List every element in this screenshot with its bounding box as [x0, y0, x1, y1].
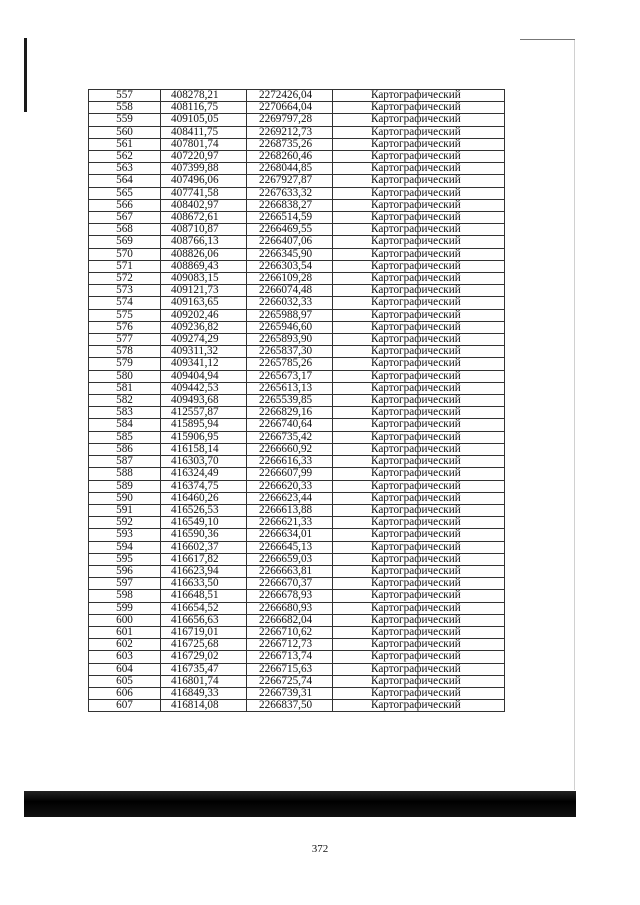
table-row [89, 346, 505, 358]
y-coordinate-cell: 2270664,04 [247, 102, 333, 114]
point-number-cell: 564 [89, 175, 161, 187]
point-number-cell: 573 [89, 285, 161, 297]
y-coordinate-cell: 2266032,33 [247, 297, 333, 309]
point-number-cell: 589 [89, 480, 161, 492]
coordinates-table [88, 89, 505, 712]
x-coordinate-cell: 415895,94 [161, 419, 247, 431]
table-row [89, 126, 505, 138]
y-coordinate-cell: 2266670,37 [247, 578, 333, 590]
x-coordinate-cell: 408869,43 [161, 260, 247, 272]
x-coordinate-cell: 409202,46 [161, 309, 247, 321]
y-coordinate-cell: 2268735,26 [247, 138, 333, 150]
table-row [89, 151, 505, 163]
point-number-cell: 600 [89, 614, 161, 626]
coordinates-table-body [89, 90, 505, 712]
table-row [89, 321, 505, 333]
point-number-cell: 579 [89, 358, 161, 370]
table-row [89, 309, 505, 321]
x-coordinate-cell: 416656,63 [161, 614, 247, 626]
y-coordinate-cell: 2267633,32 [247, 187, 333, 199]
y-coordinate-cell: 2266663,81 [247, 565, 333, 577]
y-coordinate-cell: 2266740,64 [247, 419, 333, 431]
method-cell: Картографический [333, 419, 505, 431]
point-number-cell: 567 [89, 212, 161, 224]
point-number-cell: 601 [89, 626, 161, 638]
x-coordinate-cell: 407496,06 [161, 175, 247, 187]
x-coordinate-cell: 409163,65 [161, 297, 247, 309]
x-coordinate-cell: 409404,94 [161, 370, 247, 382]
y-coordinate-cell: 2265893,90 [247, 334, 333, 346]
point-number-cell: 582 [89, 395, 161, 407]
y-coordinate-cell: 2265613,13 [247, 382, 333, 394]
method-cell: Картографический [333, 187, 505, 199]
y-coordinate-cell: 2267927,87 [247, 175, 333, 187]
table-row [89, 492, 505, 504]
method-cell: Картографический [333, 651, 505, 663]
y-coordinate-cell: 2269212,73 [247, 126, 333, 138]
method-cell: Картографический [333, 236, 505, 248]
table-row [89, 90, 505, 102]
method-cell: Картографический [333, 138, 505, 150]
y-coordinate-cell: 2272426,04 [247, 90, 333, 102]
point-number-cell: 584 [89, 419, 161, 431]
table-row [89, 565, 505, 577]
x-coordinate-cell: 407399,88 [161, 163, 247, 175]
method-cell: Картографический [333, 297, 505, 309]
table-row [89, 529, 505, 541]
y-coordinate-cell: 2266660,92 [247, 443, 333, 455]
table-row [89, 553, 505, 565]
y-coordinate-cell: 2268260,46 [247, 151, 333, 163]
x-coordinate-cell: 408278,21 [161, 90, 247, 102]
table-row [89, 224, 505, 236]
x-coordinate-cell: 409341,12 [161, 358, 247, 370]
point-number-cell: 563 [89, 163, 161, 175]
method-cell: Картографический [333, 224, 505, 236]
y-coordinate-cell: 2266623,44 [247, 492, 333, 504]
method-cell: Картографический [333, 248, 505, 260]
method-cell: Картографический [333, 687, 505, 699]
table-row [89, 199, 505, 211]
x-coordinate-cell: 407741,58 [161, 187, 247, 199]
x-coordinate-cell: 416549,10 [161, 517, 247, 529]
point-number-cell: 586 [89, 443, 161, 455]
method-cell: Картографический [333, 321, 505, 333]
table-row [89, 102, 505, 114]
x-coordinate-cell: 416374,75 [161, 480, 247, 492]
table-row [89, 285, 505, 297]
point-number-cell: 587 [89, 456, 161, 468]
table-row [89, 260, 505, 272]
x-coordinate-cell: 416633,50 [161, 578, 247, 590]
y-coordinate-cell: 2266303,54 [247, 260, 333, 272]
point-number-cell: 590 [89, 492, 161, 504]
method-cell: Картографический [333, 443, 505, 455]
point-number-cell: 557 [89, 90, 161, 102]
method-cell: Картографический [333, 199, 505, 211]
x-coordinate-cell: 409236,82 [161, 321, 247, 333]
y-coordinate-cell: 2266407,06 [247, 236, 333, 248]
x-coordinate-cell: 409083,15 [161, 273, 247, 285]
point-number-cell: 599 [89, 602, 161, 614]
point-number-cell: 604 [89, 663, 161, 675]
table-row [89, 358, 505, 370]
table-row [89, 700, 505, 712]
x-coordinate-cell: 416623,94 [161, 565, 247, 577]
point-number-cell: 571 [89, 260, 161, 272]
method-cell: Картографический [333, 407, 505, 419]
y-coordinate-cell: 2265539,85 [247, 395, 333, 407]
x-coordinate-cell: 416849,33 [161, 687, 247, 699]
method-cell: Картографический [333, 614, 505, 626]
x-coordinate-cell: 409442,53 [161, 382, 247, 394]
point-number-cell: 576 [89, 321, 161, 333]
x-coordinate-cell: 416590,36 [161, 529, 247, 541]
method-cell: Картографический [333, 126, 505, 138]
x-coordinate-cell: 416303,70 [161, 456, 247, 468]
method-cell: Картографический [333, 102, 505, 114]
table-row [89, 480, 505, 492]
x-coordinate-cell: 416725,68 [161, 639, 247, 651]
point-number-cell: 561 [89, 138, 161, 150]
y-coordinate-cell: 2266621,33 [247, 517, 333, 529]
point-number-cell: 605 [89, 675, 161, 687]
x-coordinate-cell: 408766,13 [161, 236, 247, 248]
point-number-cell: 565 [89, 187, 161, 199]
y-coordinate-cell: 2266735,42 [247, 431, 333, 443]
y-coordinate-cell: 2266678,93 [247, 590, 333, 602]
point-number-cell: 595 [89, 553, 161, 565]
y-coordinate-cell: 2266680,93 [247, 602, 333, 614]
scan-edge-mark [24, 38, 27, 112]
y-coordinate-cell: 2265946,60 [247, 321, 333, 333]
point-number-cell: 577 [89, 334, 161, 346]
table-row [89, 419, 505, 431]
point-number-cell: 596 [89, 565, 161, 577]
y-coordinate-cell: 2266645,13 [247, 541, 333, 553]
x-coordinate-cell: 416158,14 [161, 443, 247, 455]
y-coordinate-cell: 2266712,73 [247, 639, 333, 651]
point-number-cell: 578 [89, 346, 161, 358]
y-coordinate-cell: 2266713,74 [247, 651, 333, 663]
point-number-cell: 581 [89, 382, 161, 394]
point-number-cell: 602 [89, 639, 161, 651]
x-coordinate-cell: 416617,82 [161, 553, 247, 565]
x-coordinate-cell: 409311,32 [161, 346, 247, 358]
point-number-cell: 598 [89, 590, 161, 602]
y-coordinate-cell: 2266659,03 [247, 553, 333, 565]
y-coordinate-cell: 2265837,30 [247, 346, 333, 358]
point-number-cell: 559 [89, 114, 161, 126]
method-cell: Картографический [333, 553, 505, 565]
method-cell: Картографический [333, 504, 505, 516]
y-coordinate-cell: 2266634,01 [247, 529, 333, 541]
method-cell: Картографический [333, 541, 505, 553]
method-cell: Картографический [333, 260, 505, 272]
table-row [89, 443, 505, 455]
y-coordinate-cell: 2266838,27 [247, 199, 333, 211]
y-coordinate-cell: 2269797,28 [247, 114, 333, 126]
table-row [89, 407, 505, 419]
table-row [89, 675, 505, 687]
table-row [89, 687, 505, 699]
x-coordinate-cell: 408710,87 [161, 224, 247, 236]
x-coordinate-cell: 416654,52 [161, 602, 247, 614]
x-coordinate-cell: 409121,73 [161, 285, 247, 297]
y-coordinate-cell: 2266469,55 [247, 224, 333, 236]
table-row [89, 187, 505, 199]
point-number-cell: 562 [89, 151, 161, 163]
y-coordinate-cell: 2266829,16 [247, 407, 333, 419]
y-coordinate-cell: 2266074,48 [247, 285, 333, 297]
y-coordinate-cell: 2265988,97 [247, 309, 333, 321]
scan-corner-line [520, 39, 575, 40]
table-row [89, 468, 505, 480]
point-number-cell: 558 [89, 102, 161, 114]
table-row [89, 236, 505, 248]
x-coordinate-cell: 415906,95 [161, 431, 247, 443]
y-coordinate-cell: 2266837,50 [247, 700, 333, 712]
table-row [89, 395, 505, 407]
table-row [89, 639, 505, 651]
x-coordinate-cell: 409493,68 [161, 395, 247, 407]
y-coordinate-cell: 2266682,04 [247, 614, 333, 626]
scan-right-edge [574, 40, 575, 790]
table-row [89, 663, 505, 675]
x-coordinate-cell: 408672,61 [161, 212, 247, 224]
method-cell: Картографический [333, 517, 505, 529]
x-coordinate-cell: 409274,29 [161, 334, 247, 346]
table-row [89, 602, 505, 614]
point-number-cell: 569 [89, 236, 161, 248]
point-number-cell: 585 [89, 431, 161, 443]
table-row [89, 163, 505, 175]
method-cell: Картографический [333, 163, 505, 175]
y-coordinate-cell: 2266109,28 [247, 273, 333, 285]
table-row [89, 578, 505, 590]
method-cell: Картографический [333, 492, 505, 504]
x-coordinate-cell: 416526,53 [161, 504, 247, 516]
x-coordinate-cell: 416729,02 [161, 651, 247, 663]
method-cell: Картографический [333, 700, 505, 712]
method-cell: Картографический [333, 90, 505, 102]
table-row [89, 614, 505, 626]
point-number-cell: 566 [89, 199, 161, 211]
x-coordinate-cell: 416324,49 [161, 468, 247, 480]
method-cell: Картографический [333, 675, 505, 687]
method-cell: Картографический [333, 334, 505, 346]
method-cell: Картографический [333, 346, 505, 358]
x-coordinate-cell: 416735,47 [161, 663, 247, 675]
table-row [89, 138, 505, 150]
y-coordinate-cell: 2266514,59 [247, 212, 333, 224]
point-number-cell: 572 [89, 273, 161, 285]
table-row [89, 504, 505, 516]
point-number-cell: 592 [89, 517, 161, 529]
table-row [89, 651, 505, 663]
x-coordinate-cell: 416719,01 [161, 626, 247, 638]
method-cell: Картографический [333, 395, 505, 407]
y-coordinate-cell: 2266607,99 [247, 468, 333, 480]
table-row [89, 541, 505, 553]
table-row [89, 297, 505, 309]
method-cell: Картографический [333, 382, 505, 394]
method-cell: Картографический [333, 151, 505, 163]
point-number-cell: 568 [89, 224, 161, 236]
y-coordinate-cell: 2266345,90 [247, 248, 333, 260]
x-coordinate-cell: 416814,08 [161, 700, 247, 712]
x-coordinate-cell: 409105,05 [161, 114, 247, 126]
y-coordinate-cell: 2265673,17 [247, 370, 333, 382]
scan-dark-band [24, 791, 576, 817]
point-number-cell: 580 [89, 370, 161, 382]
method-cell: Картографический [333, 602, 505, 614]
x-coordinate-cell: 408116,75 [161, 102, 247, 114]
point-number-cell: 560 [89, 126, 161, 138]
method-cell: Картографический [333, 273, 505, 285]
x-coordinate-cell: 408826,06 [161, 248, 247, 260]
point-number-cell: 575 [89, 309, 161, 321]
y-coordinate-cell: 2266620,33 [247, 480, 333, 492]
x-coordinate-cell: 416648,51 [161, 590, 247, 602]
method-cell: Картографический [333, 212, 505, 224]
table-row [89, 370, 505, 382]
method-cell: Картографический [333, 456, 505, 468]
point-number-cell: 607 [89, 700, 161, 712]
method-cell: Картографический [333, 285, 505, 297]
x-coordinate-cell: 408402,97 [161, 199, 247, 211]
table-row [89, 114, 505, 126]
x-coordinate-cell: 416602,37 [161, 541, 247, 553]
table-row [89, 334, 505, 346]
method-cell: Картографический [333, 639, 505, 651]
y-coordinate-cell: 2266613,88 [247, 504, 333, 516]
method-cell: Картографический [333, 578, 505, 590]
table-row [89, 382, 505, 394]
method-cell: Картографический [333, 663, 505, 675]
page-number: 372 [311, 843, 329, 855]
point-number-cell: 588 [89, 468, 161, 480]
point-number-cell: 591 [89, 504, 161, 516]
point-number-cell: 593 [89, 529, 161, 541]
y-coordinate-cell: 2266739,31 [247, 687, 333, 699]
y-coordinate-cell: 2265785,26 [247, 358, 333, 370]
method-cell: Картографический [333, 431, 505, 443]
table-row [89, 456, 505, 468]
y-coordinate-cell: 2266715,63 [247, 663, 333, 675]
point-number-cell: 574 [89, 297, 161, 309]
point-number-cell: 603 [89, 651, 161, 663]
table-row [89, 431, 505, 443]
method-cell: Картографический [333, 114, 505, 126]
point-number-cell: 570 [89, 248, 161, 260]
y-coordinate-cell: 2266616,33 [247, 456, 333, 468]
y-coordinate-cell: 2268044,85 [247, 163, 333, 175]
method-cell: Картографический [333, 309, 505, 321]
point-number-cell: 583 [89, 407, 161, 419]
method-cell: Картографический [333, 468, 505, 480]
method-cell: Картографический [333, 529, 505, 541]
table-row [89, 626, 505, 638]
table-row [89, 517, 505, 529]
y-coordinate-cell: 2266725,74 [247, 675, 333, 687]
method-cell: Картографический [333, 358, 505, 370]
method-cell: Картографический [333, 565, 505, 577]
point-number-cell: 597 [89, 578, 161, 590]
point-number-cell: 594 [89, 541, 161, 553]
method-cell: Картографический [333, 370, 505, 382]
method-cell: Картографический [333, 626, 505, 638]
x-coordinate-cell: 416801,74 [161, 675, 247, 687]
table-row [89, 273, 505, 285]
point-number-cell: 606 [89, 687, 161, 699]
method-cell: Картографический [333, 590, 505, 602]
table-row [89, 590, 505, 602]
table-row [89, 175, 505, 187]
method-cell: Картографический [333, 480, 505, 492]
y-coordinate-cell: 2266710,62 [247, 626, 333, 638]
x-coordinate-cell: 407220,97 [161, 151, 247, 163]
table-row [89, 248, 505, 260]
x-coordinate-cell: 412557,87 [161, 407, 247, 419]
x-coordinate-cell: 407801,74 [161, 138, 247, 150]
method-cell: Картографический [333, 175, 505, 187]
x-coordinate-cell: 408411,75 [161, 126, 247, 138]
x-coordinate-cell: 416460,26 [161, 492, 247, 504]
table-row [89, 212, 505, 224]
